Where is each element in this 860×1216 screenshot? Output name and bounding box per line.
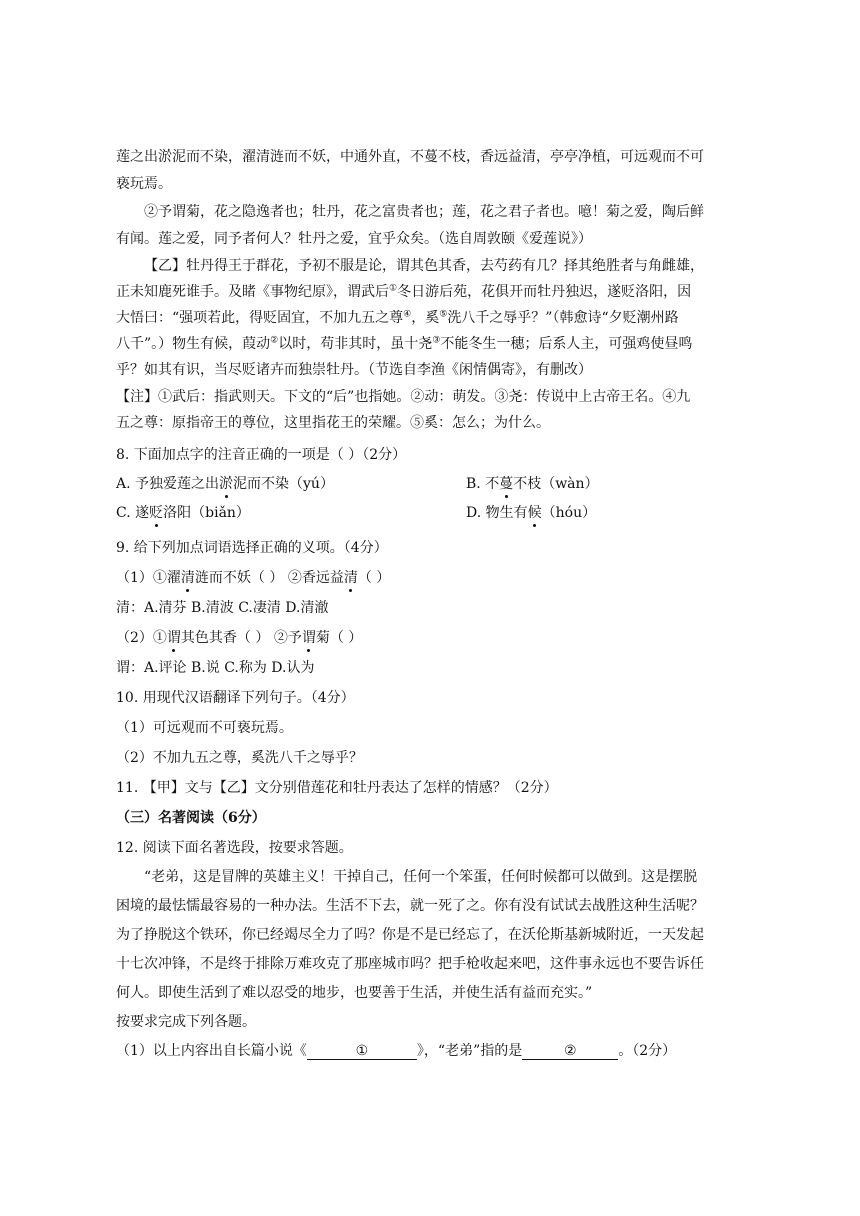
question-11-stem: 11. 【甲】文与【乙】文分别借莲花和牡丹表达了怎样的情感？（2分） bbox=[116, 780, 558, 796]
q8-option-d: D. 物生有候（hóu） bbox=[466, 502, 596, 522]
passage-yi-line-4: 八千”。）物生有候，葭动②以时，苟非其时，虽十尧③不能冬生一穗；后系人主，可强鸡使昼鸣 bbox=[116, 335, 693, 352]
q12-passage-line-2: 困境的最怯懦最容易的一种办法。生活不下去，就一死了之。你有没有试试去战胜这种生活呢？ bbox=[116, 898, 704, 914]
q12-passage-line-1: “老弟，这是冒牌的英雄主义！干掉自己，任何一个笨蛋，任何时候都可以做到。这是摆脱 bbox=[144, 869, 698, 885]
passage-jia-line-3: ②予谓菊，花之隐逸者也；牡丹，花之富贵者也；莲，花之君子者也。噫！菊之爱，陶后鲜 bbox=[144, 204, 704, 220]
q12-passage-line-3: 为了挣脱这个铁环，你已经竭尽全力了吗？你是不是已经忘了，在沃伦斯基新城附近，一天发起 bbox=[116, 927, 704, 943]
notes-line-1: 【注】①武后：指武则天。下文的“后”也指她。②动：萌发。③尧：传说中上古帝王名。④九 bbox=[116, 389, 691, 405]
notes-line-2: 五之尊：原指帝王的尊位，这里指花王的荣耀。⑤奚：怎么；为什么。 bbox=[116, 415, 550, 431]
passage-yi-line-2: 正未知鹿死谁手。及睹《事物纪原》，谓武后①冬日游后苑，花俱开而牡丹独迟，遂贬洛阳，因 bbox=[116, 283, 692, 300]
passage-yi-line-1: 【乙】牡丹得王于群花，予初不服是论，谓其色其香，去芍药有几？择其绝胜者与角雌雄， bbox=[144, 258, 704, 274]
passage-jia-line-1: 莲之出淤泥而不染，濯清涟而不妖，中通外直，不蔓不枝，香远益清，亭亭净植，可远观而不可 bbox=[116, 149, 704, 165]
section-3-title: （三）名著阅读（6分） bbox=[116, 810, 266, 826]
question-12-stem: 12. 阅读下面名著选段，按要求答题。 bbox=[116, 840, 353, 856]
q12-sub-1: （1）以上内容出自长篇小说《 ① 》，“老弟”指的是 ② 。（2分） bbox=[116, 1043, 677, 1059]
q8-option-b: B. 不蔓不枝（wàn） bbox=[466, 473, 599, 493]
q12-passage-line-5: 何人。即使生活到了难以忍受的地步，也要善于生活，并使生活有益而充实。” bbox=[116, 985, 593, 1001]
q9-options-2: 谓：A.评论 B.说 C.称为 D.认为 bbox=[116, 660, 315, 676]
q9-sub-1: （1）①濯清涟而不妖（ ） ②香远益清（ ） bbox=[116, 567, 756, 587]
q12-passage-line-4: 十七次冲锋，不是终于排除万难攻克了那座城市吗？把手枪收起来吧，这件事永远也不要告诉任 bbox=[116, 956, 704, 972]
answer-blank-2[interactable]: ② bbox=[522, 1043, 618, 1060]
question-10-stem: 10. 用现代汉语翻译下列句子。（4分） bbox=[116, 690, 355, 706]
q9-options-1: 清：A.清芬 B.清波 C.凄清 D.清澈 bbox=[116, 600, 329, 616]
question-9-stem: 9. 给下列加点词语选择正确的义项。（4分） bbox=[116, 540, 388, 556]
answer-blank-1[interactable]: ① bbox=[307, 1043, 417, 1060]
q10-sentence-1: （1）可远观而不可亵玩焉。 bbox=[116, 720, 293, 736]
passage-jia-line-4: 有闻。莲之爱，同予者何人？牡丹之爱，宜乎众矣。（选自周敦颐《爱莲说》） bbox=[116, 231, 592, 247]
q9-sub-2: （2）①谓其色其香（ ） ②予谓菊（ ） bbox=[116, 627, 756, 647]
passage-yi-line-5: 乎？如其有识，当尽贬诸卉而独崇牡丹。（节选自李渔《闲情偶寄》，有删改） bbox=[116, 362, 592, 378]
passage-yi-line-3: 大悟曰：“强项若此，得贬固宜，不加九五之尊④，奚⑤洗八千之辱乎？”（韩愈诗“夕贬潮州路 bbox=[116, 309, 679, 326]
q10-sentence-2: （2）不加九五之尊，奚洗八千之辱乎？ bbox=[116, 750, 363, 766]
q8-option-a: A. 予独爱莲之出淤泥而不染（yú） bbox=[116, 473, 756, 493]
passage-jia-line-2: 亵玩焉。 bbox=[116, 176, 172, 192]
q8-option-c: C. 遂贬洛阳（biǎn） bbox=[116, 502, 756, 522]
question-8-stem: 8. 下面加点字的注音正确的一项是（ ）（2分） bbox=[116, 447, 407, 463]
q12-instruction: 按要求完成下列各题。 bbox=[116, 1014, 256, 1030]
